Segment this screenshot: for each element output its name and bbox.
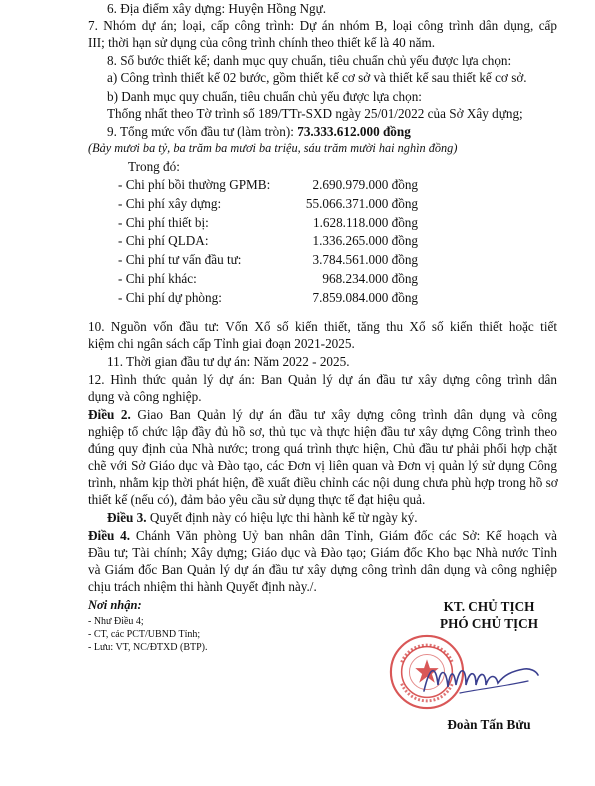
item-6: 6. Địa điểm xây dựng: Huyện Hồng Ngự. [107,1,327,16]
cost-name: - Chi phí dự phòng: [118,289,222,305]
article-2-line5: trình, nhằm kịp thời phát hiện, đề xuất điều chỉnh các nội dung chưa phù hợp trong hồ sơ [88,475,558,490]
recipients-title: Nơi nhận: [88,598,142,612]
item-9-label: 9. Tổng mức vốn đầu tư (làm tròn): [107,124,298,139]
article-2-line3: đúng quy định của Nhà nước; trong quá trình thực hiện, Chủ đầu tư phải phối hợp chặt [88,441,557,456]
cost-value: 968.234.000 đồng [322,271,418,286]
item-8b: b) Danh mục quy chuẩn, tiêu chuẩn chủ yếu được lựa chọn: [107,89,422,104]
cost-value: 7.859.084.000 đồng [312,289,418,305]
article-4-label: Điều 4. [88,528,131,543]
recipient-item: - Như Điều 4; [88,616,144,627]
item-9-words: (Bảy mươi ba tỷ, ba trăm ba mươi ba triệu, sáu trăm mười hai nghìn đồng) [88,141,458,155]
article-4-line2: Đầu tư; Tài chính; Xây dựng; Giáo dục và Đào tạo; Giám đốc Kho bạc Nhà nước Tỉnh [88,545,557,560]
item-9 [0,123,595,140]
signer-name: Đoàn Tấn Bửu [447,717,531,732]
item-10-line2: kiệm chi ngân sách cấp Tỉnh giai đoạn 2021-2025. [88,336,355,351]
cost-name: - Chi phí QLDA: [118,233,209,249]
cost-name: - Chi phí xây dựng: [118,195,222,211]
article-2-line1: Điều 2. Giao Ban Quản lý dự án đầu tư xây dựng công trình dân dụng và công [88,407,558,422]
article-3: Điều 3. Quyết định này có hiệu lực thi hành kể từ ngày ký. [107,510,418,525]
article-3-label: Điều 3. [107,510,147,525]
cost-name: - Chi phí khác: [118,271,197,286]
cost-value: 55.066.371.000 đồng [305,195,418,211]
item-8b-detail: Thống nhất theo Tờ trình số 189/TTr-SXD ngày 25/01/2022 của Sở Xây dựng; [107,106,523,121]
recipient-item: - Lưu: VT, NC/ĐTXD (BTP). [88,642,208,653]
cost-row [118,176,418,193]
item-9-in: Trong đó: [128,159,180,174]
article-4-line3: và Giám đốc Ban Quản lý dự án đầu tư xây dựng công trình dân dụng và công nghiệp [88,562,557,577]
item-9-total: 73.333.612.000 đồng [297,124,411,139]
article-2-label: Điều 2. [88,407,131,422]
cost-value: 1.336.265.000 đồng [312,233,418,249]
article-4-line1: Điều 4. Chánh Văn phòng Uỷ ban nhân dân Tỉnh, Giám đốc các Sở: Kế hoạch và [88,528,557,543]
item-8a: a) Công trình thiết kế 02 bước, gồm thiết kế cơ sở và thiết kế sau thiết kế cơ sở. [107,70,527,85]
cost-row [118,289,418,306]
item-10-line1: 10. Nguồn vốn đầu tư: Vốn Xổ số kiến thiết, tăng thu Xổ số kiến thiết hoặc tiết [88,319,557,334]
cost-value: 1.628.118.000 đồng [312,214,418,230]
item-11: 11. Thời gian đầu tư dự án: Năm 2022 - 2025. [107,354,350,369]
cost-value: 2.690.979.000 đồng [312,177,418,192]
article-2-line2: nghiệp tổ chức lập đầy đủ hồ sơ, thủ tục và thực hiện đầu tư xây dựng Công trình theo [88,424,557,439]
article-2-line6: thiết kế (nếu có), đảm bảo yêu cầu sử dụng thực tế đạt hiệu quả. [88,492,426,507]
cost-name: - Chi phí bồi thường GPMB: [118,177,271,192]
cost-row [118,232,418,249]
cost-name: - Chi phí thiết bị: [118,214,209,230]
signature-title-1: KT. CHỦ TỊCH [443,599,535,614]
signature-title-2: PHÓ CHỦ TỊCH [440,616,538,631]
cost-row [118,195,418,212]
recipient-item: - CT, các PCT/UBND Tỉnh; [88,629,201,640]
cost-row [118,251,418,268]
article-4-line4: chịu trách nhiệm thi hành Quyết định này./. [88,579,317,594]
cost-value: 3.784.561.000 đồng [312,252,418,268]
cost-name: - Chi phí tư vấn đầu tư: [118,252,242,268]
cost-row [118,214,418,231]
article-2-line4: chẽ với Sở Giáo dục và Đào tạo, các Đơn vị liên quan và Đơn vị quản lý sử dụng Công [88,458,557,473]
item-12-line1: 12. Hình thức quản lý dự án: Ban Quản lý dự án đầu tư xây dựng công trình dân [88,372,557,387]
handwritten-signature-icon [420,655,540,700]
item-12-line2: dụng và công nghiệp. [88,389,202,404]
item-8: 8. Số bước thiết kế; danh mục quy chuẩn, tiêu chuẩn chủ yếu được lựa chọn: [107,53,512,68]
item-7-line1: 7. Nhóm dự án; loại, cấp công trình: Dự án nhóm B, loại công trình dân dụng, cấp [88,18,557,33]
cost-row [118,270,418,287]
item-7-line2: III; thời hạn sử dụng của công trình chính theo thiết kế là 40 năm. [88,35,436,50]
